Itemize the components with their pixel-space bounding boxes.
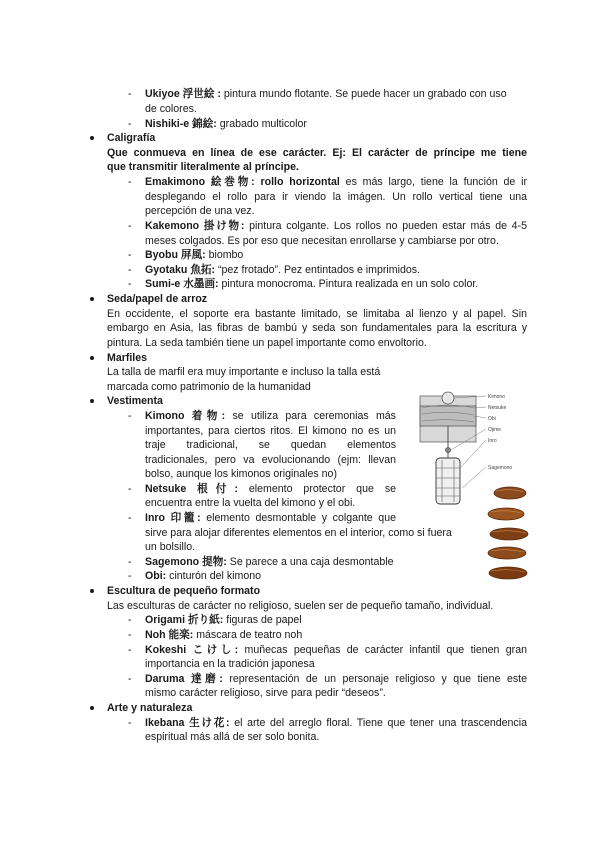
text-line: embargo en Asia, las fibras de bambú y seda son fundamentales para la escritura y [107, 322, 527, 334]
term: Inro 印籠: [145, 512, 201, 524]
bold-text-line: Que conmueva en línea de ese carácter. Ej: El carácter de príncipe me tiene [107, 147, 527, 159]
kimono-accessories-illustration [414, 388, 554, 588]
term: Obi: [145, 570, 167, 582]
text-line: bolso, aunque los kimonos originales no) [145, 468, 337, 480]
list-item-gyotaku: Gyotaku 魚拓: “pez frotado”. Pez entintados e imprimidos. [145, 264, 420, 276]
figure-label: Netsuke [488, 405, 507, 411]
list-item-noh: Noh 能楽: máscara de teatro noh [145, 629, 303, 641]
list-item-origami: Origami 折り紙: figuras de papel [145, 614, 302, 626]
text-line: meses colgados. Es por eso que necesitan enrollarse y cambiarse por otro. [145, 235, 499, 247]
dash-bullet: - [128, 644, 132, 656]
dash-bullet: - [128, 614, 132, 626]
text-line: un bolsillo. [145, 541, 196, 553]
text-line: importancia en la tradición japonesa [145, 658, 315, 670]
text-line: tradicionales, pero va evolucionando (ejm: llevan [145, 454, 396, 466]
term: Emakimono 絵巻物: rollo horizontal [145, 176, 340, 188]
dash-bullet: - [128, 556, 132, 568]
term: Sagemono 提物: [145, 556, 227, 568]
dash-bullet: - [128, 118, 132, 130]
dash-bullet: - [128, 673, 132, 685]
text-line: En occidente, el soporte era bastante limitado, se limitaba al lienzo y al papel. Sin [107, 308, 527, 320]
term: Kokeshi こけし: [145, 644, 239, 656]
dash-bullet: - [128, 717, 132, 729]
list-item-byobu: Byobu 屏風: biombo [145, 249, 244, 261]
list-item-nishiki: Nishiki-e 錦絵: grabado multicolor [145, 118, 307, 130]
term: Sumi-e 水墨画: [145, 278, 219, 290]
term: Ukiyoe 浮世絵 : [145, 88, 221, 100]
text-line: Las esculturas de carácter no religioso, suelen ser de pequeño tamaño, individual. [107, 600, 494, 612]
text-line: La talla de marfil era muy importante e incluso la talla está [107, 366, 381, 378]
dash-bullet: - [128, 278, 132, 290]
dash-bullet: - [128, 249, 132, 261]
figure-label: Sagemono [488, 465, 513, 471]
text-line: importantes, para ciertos ritos. El kimono no es un [145, 425, 396, 437]
figure-label: Inro [488, 438, 497, 444]
term: Byobu 屏風: [145, 249, 206, 261]
list-item-daruma: Daruma 達磨: representación de un personaje religioso y que tiene este [145, 673, 527, 685]
section-heading-vestimenta: Vestimenta [107, 395, 163, 407]
dash-bullet: - [128, 264, 132, 276]
figure-label: Obi [488, 416, 496, 422]
lacquer-pieces [488, 487, 528, 579]
text-line: percepción de una vez. [145, 205, 255, 217]
dash-bullet: - [128, 88, 132, 100]
list-item-sumie: Sumi-e 水墨画: pintura monocroma. Pintura realizada en un solo color. [145, 278, 479, 290]
list-item-ikebana: Ikebana 生け花: el arte del arreglo floral. Tiene que tener una trascendencia [145, 717, 527, 729]
list-item-obi: Obi: cinturón del kimono [145, 570, 262, 582]
dash-bullet: - [128, 512, 132, 524]
text-line: mismo carácter religioso, sirve para pedir “deseos”. [145, 687, 386, 699]
list-item-sagemono: Sagemono 提物: Se parece a una caja desmontable [145, 556, 394, 568]
term: Origami 折り紙: [145, 614, 224, 626]
dash-bullet: - [128, 220, 132, 232]
term: Gyotaku 魚拓: [145, 264, 216, 276]
text-line: pintura. La seda también tiene un papel importante como envoltorio. [107, 337, 427, 349]
bold-text-line: que transmitir literalmente al príncipe. [107, 161, 299, 173]
dash-bullet: - [128, 629, 132, 641]
term: Daruma 達磨: [145, 673, 223, 685]
section-heading-escultura: Escultura de pequeño formato [107, 585, 261, 597]
section-heading-marfiles: Marfiles [107, 352, 148, 364]
list-item-kakemono: Kakemono 掛け物: pintura colgante. Los rollos no pueden estar más de 4-5 [145, 220, 527, 232]
text-line: encuentra entre la vuelta del kimono y el obi. [145, 497, 356, 509]
term: Noh 能楽: [145, 629, 194, 641]
dash-bullet: - [128, 410, 132, 422]
section-heading-arte: Arte y naturaleza [107, 702, 193, 714]
dash-bullet: - [128, 176, 132, 188]
text-line: de colores. [145, 103, 197, 115]
figure-label: Ojime [488, 427, 502, 433]
text-line: espiritual más allá de ser solo bonita. [145, 731, 320, 743]
list-item-ukiyoe: Ukiyoe 浮世絵 : pintura mundo flotante. Se puede hacer un grabado con uso [145, 88, 507, 100]
term: Ikebana 生け花: [145, 717, 230, 729]
text-line: marcada como patrimonio de la humanidad [107, 381, 311, 393]
dash-bullet: - [128, 483, 132, 495]
dash-bullet: - [128, 570, 132, 582]
list-item-inro: Inro 印籠: elemento desmontable y colgante que [145, 512, 396, 524]
figure-label: Kimono [488, 394, 505, 400]
text-line: traje tradicional, se quedan elementos [145, 439, 396, 451]
term: Nishiki-e 錦絵: [145, 118, 217, 130]
term: Kimono 着物: [145, 410, 226, 422]
list-item-netsuke: Netsuke 根付: elemento protector que se [145, 483, 397, 495]
text-line: desplegando el rollo para ir viendo la imágen. Un rollo vertical tiene una [145, 191, 527, 203]
section-heading-seda: Seda/papel de arroz [107, 293, 208, 305]
kimono-accessories-image [414, 388, 554, 588]
list-item-kimono: Kimono 着物: se utiliza para ceremonias más [145, 410, 396, 422]
list-item-kokeshi: Kokeshi こけし: muñecas pequeñas de carácter infantil que tienen gran [145, 644, 527, 656]
text-line: sirve para alojar diferentes elementos en el interior, como si fuera [145, 527, 452, 539]
term: Netsuke 根付: [145, 483, 238, 495]
section-heading-caligrafia: Caligrafía [107, 132, 156, 144]
term: Kakemono 掛け物: [145, 220, 245, 232]
list-item-emakimono: Emakimono 絵巻物: rollo horizontal es más largo, tiene la función de ir [145, 176, 527, 188]
